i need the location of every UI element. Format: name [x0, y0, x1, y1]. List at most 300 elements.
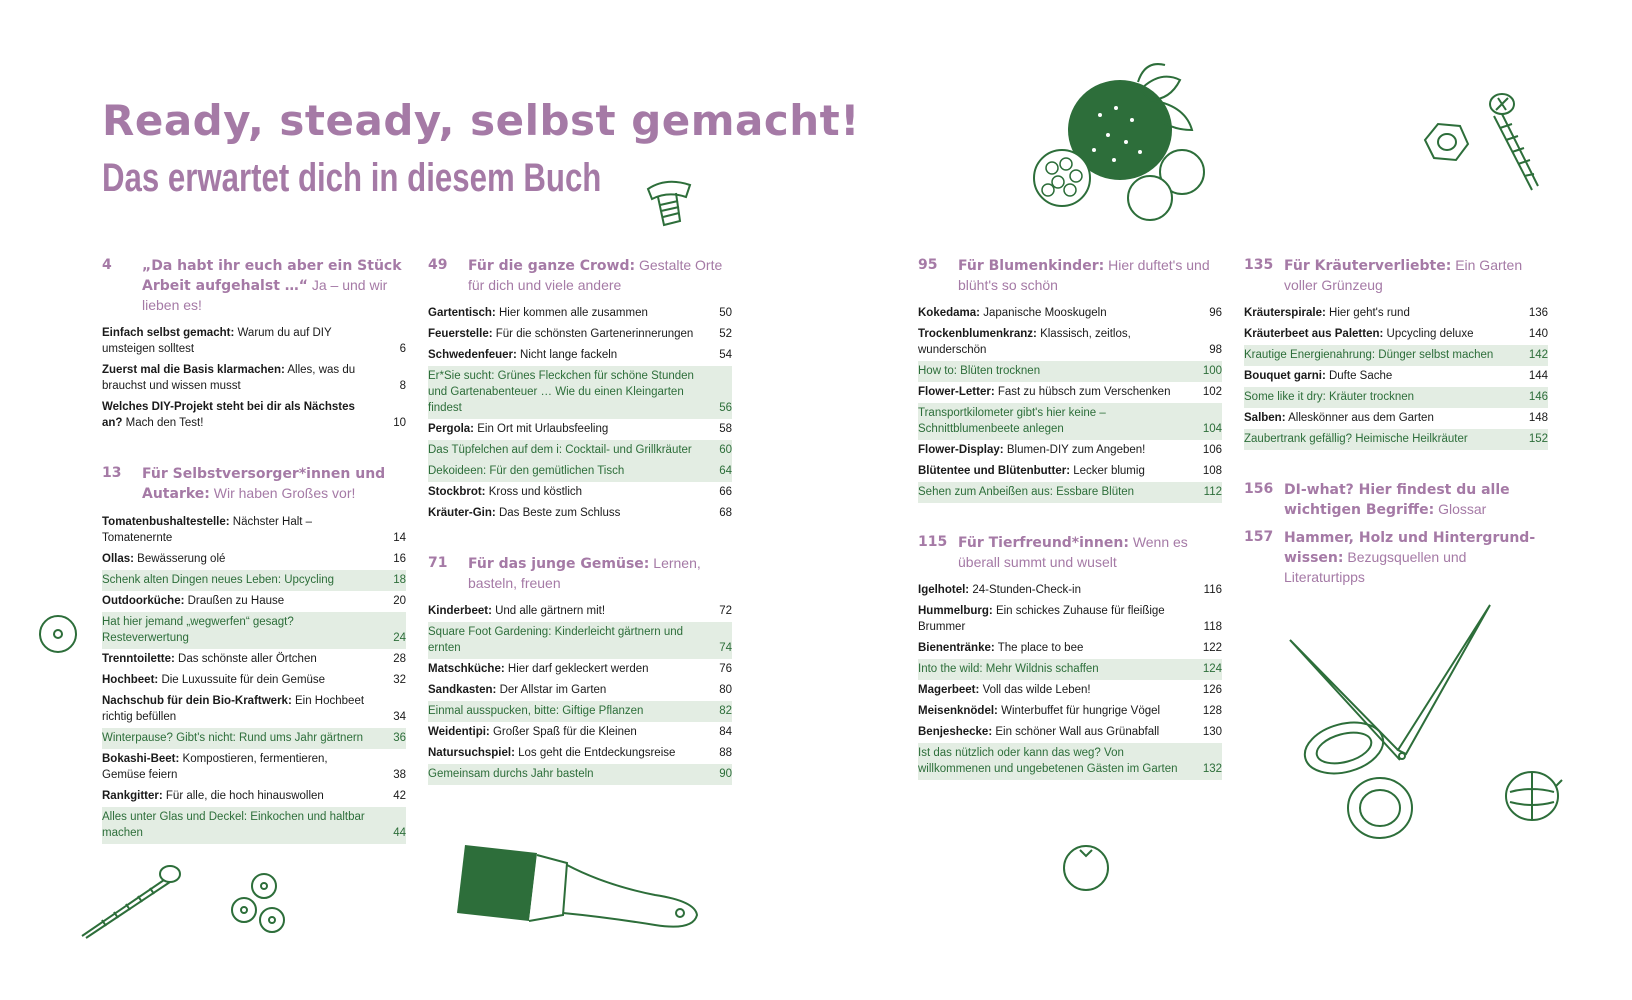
blueberry-icon — [36, 612, 80, 656]
section-title — [958, 533, 1222, 572]
toc-entry-bold: Kräuter-Gin: — [428, 507, 496, 519]
toc-entry-bold: Bienentränke: — [918, 642, 995, 654]
toc-entry-page: 28 — [393, 653, 406, 665]
section-title-light: Lernen, basteln, freuen — [468, 555, 701, 591]
toc-entry-page: 72 — [719, 605, 732, 617]
page-subtitle: Das erwartet dich in diesem Buch — [102, 156, 602, 200]
toc-entry[interactable] — [428, 419, 732, 440]
section-heading — [428, 256, 732, 295]
toc-entry-bold: Bokashi-Beet: — [102, 753, 180, 765]
toc-entry-title — [428, 745, 708, 761]
toc-entry-bold: Trenntoilette: — [102, 653, 175, 665]
toc-entry-bold: Trockenblumenkranz: — [918, 328, 1037, 340]
section-page-number: 135 — [1244, 257, 1274, 273]
toc-entry-bold: Weidentipi: — [428, 726, 490, 738]
toc-entry-text: Schenk alten Dingen neues Leben: Upcycling — [102, 574, 335, 586]
toc-entry[interactable] — [428, 324, 732, 345]
toc-entry[interactable] — [102, 807, 406, 844]
toc-entry[interactable] — [918, 680, 1222, 701]
toc-entry[interactable] — [102, 512, 406, 549]
toc-entry-bold: Welches DIY-Projekt steht bei dir als Nächstes an? — [102, 401, 355, 429]
toc-section — [918, 533, 1222, 780]
toc-entry-text: Klassisch, zeitlos, wunderschön — [918, 328, 1131, 356]
toc-entry-text: Alleskönner aus dem Garten — [1288, 412, 1434, 424]
section-page-number: 156 — [1244, 481, 1274, 497]
toc-entry-text: Dekoideen: Für den gemütlichen Tisch — [428, 465, 625, 477]
toc-entry-title — [428, 724, 708, 740]
section-title — [958, 256, 1222, 295]
toc-entry-title — [918, 384, 1198, 400]
toc-entry-title — [1244, 326, 1524, 342]
toc-entry-page: 98 — [1209, 344, 1222, 356]
toc-column-1 — [102, 256, 406, 874]
toc-entry-title — [102, 593, 382, 609]
toc-entry-title — [918, 442, 1198, 458]
toc-entry[interactable] — [918, 440, 1222, 461]
toc-entry-page: 64 — [719, 465, 732, 477]
toc-entry-text: Hat hier jemand „wegwerfen“ gesagt? Resteverwertung — [102, 616, 294, 644]
toc-entry-title — [918, 682, 1198, 698]
section-title-bold: Für Kräuterverliebte: — [1284, 258, 1452, 274]
screw-icon — [76, 860, 186, 940]
toc-entry-title — [102, 614, 382, 646]
toc-entry-bold: Meisenknödel: — [918, 705, 998, 717]
toc-entry-text: The place to bee — [997, 642, 1084, 654]
blueberries-icon — [224, 870, 294, 940]
toc-entry-bold: Outdoorküche: — [102, 595, 185, 607]
paintbrush-icon — [455, 835, 705, 945]
toc-entry-page: 116 — [1203, 584, 1222, 596]
toc-entry[interactable] — [428, 622, 732, 659]
toc-entry-title — [1244, 389, 1524, 405]
section-title — [142, 256, 406, 315]
toc-entry-page: 84 — [719, 726, 732, 738]
toc-entry[interactable] — [102, 749, 406, 786]
section-heading — [1244, 528, 1548, 587]
toc-entry-text: Dufte Sache — [1328, 370, 1393, 382]
toc-entry-page: 10 — [393, 417, 406, 429]
toc-entry-title — [918, 640, 1198, 656]
toc-entry-bold: Kinderbeet: — [428, 605, 492, 617]
toc-entry-bold: Pergola: — [428, 423, 475, 435]
toc-entry-text: Das schönste aller Örtchen — [178, 653, 317, 665]
toc-entry[interactable] — [918, 482, 1222, 503]
toc-entry[interactable] — [102, 397, 406, 434]
toc-entry[interactable] — [102, 323, 406, 360]
toc-entry-text: Lecker blumig — [1073, 465, 1145, 477]
toc-entry[interactable] — [428, 303, 732, 324]
toc-entry-page: 128 — [1202, 705, 1222, 717]
toc-entry-text: Transportkilometer gibt's hier keine – Schnittblumenbeete anlegen — [918, 407, 1106, 435]
toc-entry-bold: Tomatenbushaltestelle: — [102, 516, 230, 528]
toc-entry-page: 102 — [1202, 386, 1222, 398]
toc-entry-bold: Schwedenfeuer: — [428, 349, 517, 361]
toc-section — [102, 464, 406, 844]
toc-entry[interactable] — [1244, 324, 1548, 345]
toc-entry-page: 112 — [1203, 486, 1222, 498]
toc-entry[interactable] — [102, 691, 406, 728]
toc-section — [1244, 480, 1548, 520]
toc-entry-page: 104 — [1202, 423, 1222, 435]
toc-entry-page: 140 — [1528, 328, 1548, 340]
toc-entry-page: 118 — [1203, 621, 1222, 633]
toc-entry[interactable] — [102, 612, 406, 649]
toc-entry-text: Nicht lange fackeln — [520, 349, 618, 361]
toc-entry[interactable] — [428, 680, 732, 701]
toc-entry-bold: Benjeshecke: — [918, 726, 993, 738]
section-title-bold: Für das junge Gemüse: — [468, 556, 650, 572]
toc-entry-text: Kompostieren, fermentieren, Gemüse feiern — [102, 753, 328, 781]
toc-entry[interactable] — [102, 670, 406, 691]
toc-entry[interactable] — [918, 403, 1222, 440]
toc-entry-title — [428, 661, 708, 677]
toc-entry-page: 80 — [719, 684, 732, 696]
toc-entry-title — [428, 766, 708, 782]
toc-entry-title — [1244, 368, 1524, 384]
section-title — [1284, 480, 1548, 520]
toc-entry-title — [428, 603, 708, 619]
toc-entry-page: 18 — [393, 574, 406, 586]
toc-entry-bold: Einfach selbst gemacht: — [102, 327, 235, 339]
toc-entry-text: Krautige Energienahrung: Dünger selbst machen — [1244, 349, 1494, 361]
toc-entry-text: Nächster Halt – Tomatenernte — [102, 516, 313, 544]
toc-entry-text: Hier darf gekleckert werden — [507, 663, 649, 675]
toc-entry-title — [428, 703, 708, 719]
toc-entry-page: 58 — [719, 423, 732, 435]
toc-entry-title — [428, 463, 708, 479]
toc-entry-title — [918, 745, 1198, 777]
toc-entry-page: 38 — [393, 769, 406, 781]
toc-entry-page: 106 — [1202, 444, 1222, 456]
toc-entry-text: Das Tüpfelchen auf dem i: Cocktail- und Grillkräuter — [428, 444, 692, 456]
toc-entry-page: 44 — [393, 827, 406, 839]
toc-entry-text: Die Luxussuite für dein Gemüse — [161, 674, 326, 686]
toc-column-4 — [1244, 256, 1548, 617]
toc-entry-page: 8 — [399, 380, 406, 392]
toc-entry-text: Sehen zum Anbeißen aus: Essbare Blüten — [918, 486, 1135, 498]
toc-entry[interactable] — [102, 549, 406, 570]
toc-entry[interactable] — [918, 659, 1222, 680]
toc-entry-text: Ein Hochbeet richtig befüllen — [102, 695, 365, 723]
toc-entry-page: 50 — [719, 307, 732, 319]
toc-entry[interactable] — [102, 649, 406, 670]
toc-entry-text: Großer Spaß für die Kleinen — [492, 726, 637, 738]
toc-entry-text: Bewässerung olé — [137, 553, 226, 565]
toc-entry[interactable] — [102, 728, 406, 749]
toc-entry-bold: Feuerstelle: — [428, 328, 493, 340]
toc-entry-page: 34 — [393, 711, 406, 723]
toc-entry-title — [102, 362, 382, 394]
toc-entry-text: Warum du auf DIY umsteigen solltest — [102, 327, 332, 355]
section-title-bold: Hammer, Holz und Hintergrund-wissen: — [1284, 530, 1536, 566]
toc-entry-page: 68 — [719, 507, 732, 519]
toc-entry-page: 144 — [1528, 370, 1548, 382]
toc-column-3 — [918, 256, 1222, 810]
toc-entry-bold: Bouquet garni: — [1244, 370, 1326, 382]
toc-entry-text: Kross und köstlich — [488, 486, 583, 498]
toc-section — [102, 256, 406, 434]
toc-entry-text: Alles unter Glas und Deckel: Einkochen und haltbar machen — [102, 811, 365, 839]
toc-entry-page: 82 — [719, 705, 732, 717]
toc-entry-text: Ein schickes Zuhause für fleißige Brummer — [918, 605, 1165, 633]
toc-entry-title — [918, 603, 1198, 635]
toc-entry-text: Das Beste zum Schluss — [498, 507, 621, 519]
toc-entry-bold: Stockbrot: — [428, 486, 486, 498]
toc-entry-title — [428, 442, 708, 458]
toc-entry-bold: Kräuterspirale: — [1244, 307, 1326, 319]
toc-entry-page: 88 — [719, 747, 732, 759]
toc-entry-bold: Rankgitter: — [102, 790, 163, 802]
toc-entry-page: 56 — [719, 402, 732, 414]
toc-entry-page: 100 — [1202, 365, 1222, 377]
toc-entry-title — [428, 347, 708, 363]
toc-entry-bold: Gartentisch: — [428, 307, 496, 319]
toc-entry-title — [102, 751, 382, 783]
toc-entry[interactable] — [102, 360, 406, 397]
toc-entry-text: Alles, was du brauchst und wissen musst — [102, 364, 356, 392]
toc-entry[interactable] — [102, 570, 406, 591]
toc-entry[interactable] — [428, 503, 732, 524]
toc-entry[interactable] — [1244, 345, 1548, 366]
toc-entry-bold: Kräuterbeet aus Paletten: — [1244, 328, 1384, 340]
toc-section — [918, 256, 1222, 503]
toc-entry-text: Into the wild: Mehr Wildnis schaffen — [918, 663, 1099, 675]
toc-entry[interactable] — [428, 345, 732, 366]
toc-entry-page: 74 — [719, 642, 732, 654]
section-title — [468, 554, 732, 593]
toc-entry-title — [102, 788, 382, 804]
toc-entry[interactable] — [918, 303, 1222, 324]
toc-entry-title — [918, 582, 1198, 598]
toc-entry-title — [102, 572, 382, 588]
toc-entry-text: Der Allstar im Garten — [499, 684, 607, 696]
toc-entry-bold: Hummelburg: — [918, 605, 993, 617]
toc-entry-title — [1244, 305, 1524, 321]
toc-entry-title — [428, 624, 708, 656]
toc-entry-text: Fast zu hübsch zum Verschenken — [997, 386, 1171, 398]
toc-entry[interactable] — [102, 786, 406, 807]
toc-entry-page: 6 — [399, 343, 406, 355]
section-heading — [428, 554, 732, 593]
toc-entry-text: Für alle, die hoch hinauswollen — [165, 790, 324, 802]
toc-entry-page: 14 — [393, 532, 406, 544]
toc-entry-text: Los geht die Entdeckungsreise — [518, 747, 676, 759]
section-page-number: 95 — [918, 257, 938, 273]
toc-entry-bold: Zuerst mal die Basis klarmachen: — [102, 364, 285, 376]
nut-and-screw-icon — [1420, 90, 1550, 200]
toc-entry-text: Einmal ausspucken, bitte: Giftige Pflanzen — [428, 705, 644, 717]
toc-entry-bold: Magerbeet: — [918, 684, 980, 696]
toc-entry[interactable] — [428, 440, 732, 461]
toc-entry-text: Gemeinsam durchs Jahr basteln — [428, 768, 594, 780]
toc-entry-text: Hier geht's rund — [1329, 307, 1410, 319]
toc-entry-page: 108 — [1202, 465, 1222, 477]
section-page-number: 4 — [102, 257, 112, 273]
section-heading — [1244, 256, 1548, 295]
toc-entry[interactable] — [428, 601, 732, 622]
toc-entry[interactable] — [918, 461, 1222, 482]
toc-entry-page: 42 — [393, 790, 406, 802]
section-title-bold: Für Blumenkinder: — [958, 258, 1105, 274]
toc-entry-text: Upcycling deluxe — [1386, 328, 1474, 340]
toc-entry-title — [428, 368, 708, 416]
toc-entry-page: 60 — [719, 444, 732, 456]
toc-entry[interactable] — [918, 361, 1222, 382]
toc-entry-text: Winterbuffet für hungrige Vögel — [1001, 705, 1161, 717]
toc-entry-page: 76 — [719, 663, 732, 675]
toc-entry[interactable] — [428, 722, 732, 743]
toc-entry-page: 136 — [1528, 307, 1548, 319]
toc-entry-text: Zaubertrank gefällig? Heimische Heilkräuter — [1244, 433, 1468, 445]
toc-entry[interactable] — [918, 638, 1222, 659]
toc-entry[interactable] — [428, 743, 732, 764]
toc-entry[interactable] — [428, 366, 732, 419]
toc-entry-page: 66 — [719, 486, 732, 498]
toc-entry[interactable] — [918, 324, 1222, 361]
toc-entry-page: 24 — [393, 632, 406, 644]
toc-entry-bold: Flower-Display: — [918, 444, 1004, 456]
toc-entry-title — [918, 326, 1198, 358]
section-title-light: Gestalte Orte für dich und viele andere — [468, 257, 723, 293]
toc-entry[interactable] — [918, 722, 1222, 743]
toc-entry-title — [428, 682, 708, 698]
toc-entry[interactable] — [1244, 303, 1548, 324]
toc-entry-title — [102, 809, 382, 841]
section-title-bold: Für Tierfreund*innen: — [958, 535, 1129, 551]
toc-entry-page: 132 — [1202, 763, 1222, 775]
toc-entry-text: Japanische Mooskugeln — [983, 307, 1107, 319]
toc-entry-text: Hier kommen alle zusammen — [498, 307, 648, 319]
toc-entry-title — [102, 325, 382, 357]
toc-entry[interactable] — [428, 461, 732, 482]
toc-entry-title — [1244, 431, 1524, 447]
toc-entry-bold: Salben: — [1244, 412, 1286, 424]
toc-entry-text: Some like it dry: Kräuter trocknen — [1244, 391, 1415, 403]
section-title-light: Hier duftet's und blüht's so schön — [958, 257, 1210, 293]
screw-head-icon — [642, 175, 698, 233]
toc-entry-page: 36 — [393, 732, 406, 744]
toc-entry-title — [1244, 410, 1524, 426]
toc-entry-page: 124 — [1202, 663, 1222, 675]
toc-entry-title — [1244, 347, 1524, 363]
toc-entry-title — [102, 730, 382, 746]
toc-entry-bold: Kokedama: — [918, 307, 980, 319]
toc-entry[interactable] — [1244, 429, 1548, 450]
toc-entry-title — [102, 693, 382, 725]
toc-entry-title — [428, 505, 708, 521]
toc-entry[interactable] — [428, 764, 732, 785]
toc-entry-page: 146 — [1528, 391, 1548, 403]
toc-entry-page: 54 — [719, 349, 732, 361]
section-title-bold: Für Selbstversorger*innen und Autarke: — [142, 466, 386, 502]
toc-entry[interactable] — [1244, 366, 1548, 387]
section-heading — [102, 464, 406, 504]
toc-entry-title — [918, 703, 1198, 719]
section-page-number: 157 — [1244, 529, 1274, 545]
section-title-bold: Für die ganze Crowd: — [468, 258, 636, 274]
toc-entry[interactable] — [1244, 387, 1548, 408]
toc-entry-text: Und alle gärtnern mit! — [495, 605, 606, 617]
toc-entry-page: 16 — [393, 553, 406, 565]
toc-entry-title — [102, 551, 382, 567]
section-page-number: 13 — [102, 465, 122, 481]
toc-entry[interactable] — [428, 701, 732, 722]
section-title — [468, 256, 732, 295]
gooseberry-icon — [1500, 762, 1564, 826]
toc-entry-bold: Ollas: — [102, 553, 134, 565]
toc-entry-page: 152 — [1528, 433, 1548, 445]
toc-entry-text: Square Foot Gardening: Kinderleicht gärtnern und ernten — [428, 626, 684, 654]
toc-entry-text: Ist das nützlich oder kann das weg? Von willkommenen und ungebetenen Gästen im Garten — [918, 747, 1178, 775]
toc-entry-title — [428, 421, 708, 437]
toc-entry-bold: Igelhotel: — [918, 584, 970, 596]
toc-entry-title — [918, 484, 1198, 500]
toc-entry-page: 142 — [1528, 349, 1548, 361]
section-title-light: Ja – und wir lieben es! — [142, 277, 388, 313]
page-title: Ready, steady, selbst gemacht! — [102, 96, 860, 145]
section-title — [142, 464, 406, 504]
toc-section — [1244, 528, 1548, 587]
toc-entry[interactable] — [918, 701, 1222, 722]
toc-entry-text: Blumen-DIY zum Angeben! — [1006, 444, 1146, 456]
toc-entry-text: 24-Stunden-Check-in — [972, 584, 1081, 596]
toc-entry-page: 90 — [719, 768, 732, 780]
section-title — [1284, 528, 1548, 587]
section-page-number: 49 — [428, 257, 448, 273]
toc-entry-text: Voll das wilde Leben! — [982, 684, 1091, 696]
toc-entry-title — [102, 514, 382, 546]
toc-entry-text: Ein Ort mit Urlaubsfeeling — [477, 423, 609, 435]
toc-entry-title — [918, 305, 1198, 321]
toc-entry-title — [918, 724, 1198, 740]
section-title-light: Glossar — [1438, 501, 1487, 517]
toc-entry-title — [428, 305, 708, 321]
toc-entry-page: 130 — [1202, 726, 1222, 738]
toc-entry[interactable] — [102, 591, 406, 612]
toc-entry-title — [428, 484, 708, 500]
toc-entry-bold: Sandkasten: — [428, 684, 497, 696]
toc-entry[interactable] — [1244, 408, 1548, 429]
section-heading — [102, 256, 406, 315]
toc-entry-text: Mach den Test! — [125, 417, 204, 429]
toc-entry[interactable] — [918, 743, 1222, 780]
toc-entry-text: Für die schönsten Gartenerinnerungen — [495, 328, 694, 340]
toc-entry-title — [428, 326, 708, 342]
toc-section — [428, 256, 732, 524]
toc-entry-text: Ein schöner Wall aus Grünabfall — [995, 726, 1160, 738]
toc-entry-bold: Matschküche: — [428, 663, 505, 675]
toc-entry-page: 126 — [1202, 684, 1222, 696]
toc-entry-page: 148 — [1528, 412, 1548, 424]
toc-entry-text: Draußen zu Hause — [187, 595, 285, 607]
section-title-bold: „Da habt ihr euch aber ein Stück Arbeit aufgehalst …“ — [142, 258, 402, 294]
toc-entry-title — [102, 672, 382, 688]
toc-entry[interactable] — [918, 382, 1222, 403]
toc-entry[interactable] — [918, 580, 1222, 601]
toc-section — [1244, 256, 1548, 450]
toc-entry-bold: Blütentee und Blütenbutter: — [918, 465, 1071, 477]
toc-entry[interactable] — [428, 659, 732, 680]
toc-entry-text: How to: Blüten trocknen — [918, 365, 1041, 377]
scissors-icon — [1280, 600, 1510, 850]
toc-section — [428, 554, 732, 785]
toc-entry[interactable] — [918, 601, 1222, 638]
toc-entry-bold: Natursuchspiel: — [428, 747, 515, 759]
toc-entry-text: Er*Sie sucht: Grünes Fleckchen für schöne Stunden und Gartenabenteuer … Wie du einen Kleingarten findest — [428, 370, 694, 414]
toc-entry[interactable] — [428, 482, 732, 503]
toc-entry-page: 20 — [393, 595, 406, 607]
section-title-light: Wenn es überall summt und wuselt — [958, 534, 1188, 570]
